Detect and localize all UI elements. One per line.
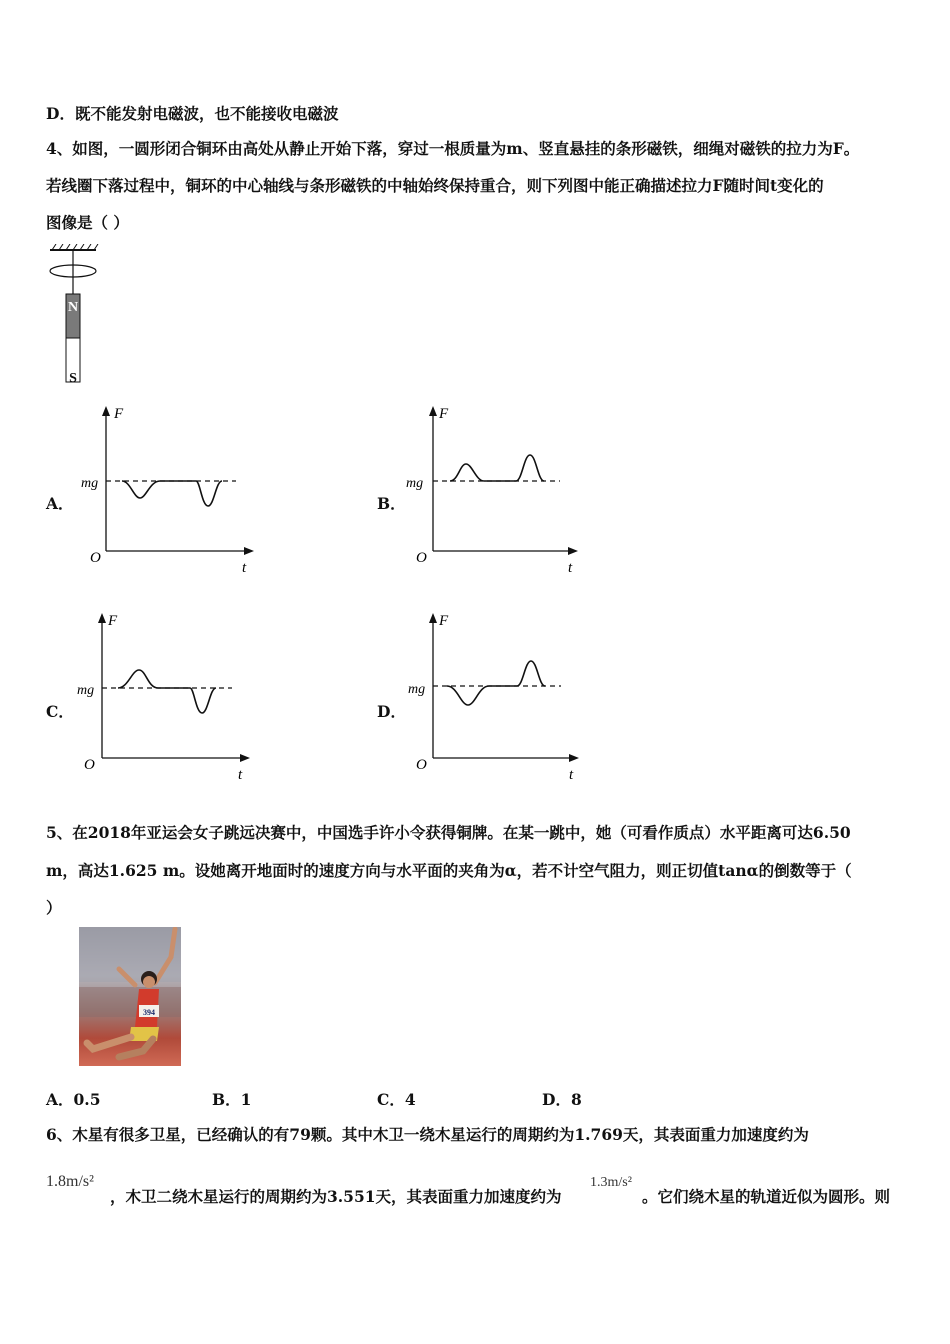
q5-text-line1: 5、在2018年亚运会女子跳远决赛中，中国选手许小令获得铜牌。在某一跳中，她（可看作质点）水平距离可达6.50 [46, 823, 851, 842]
y-axis-label: F [439, 406, 449, 422]
graph-b [404, 400, 594, 580]
q6-gravity-europa: 1.3m/s² [590, 1175, 632, 1190]
graph-d [405, 607, 595, 787]
magnet-figure [40, 244, 110, 386]
q5-option-b: B．1 [212, 1090, 252, 1109]
q5-option-d: D．8 [542, 1090, 582, 1109]
origin-label: O [416, 550, 427, 566]
option-b-label: B． [377, 494, 406, 513]
option-d-label: D． [377, 702, 406, 721]
q6-text-line1: 6、木星有很多卫星，已经确认的有79颗。其中木卫一绕木星运行的周期约为1.769天，其表面重力加速度约为 [46, 1125, 809, 1144]
origin-label: O [90, 550, 101, 566]
y-axis-label: F [108, 613, 118, 629]
q5-text-line3: ） [46, 898, 62, 917]
mg-label: mg [81, 476, 99, 491]
x-axis-label: t [242, 560, 247, 576]
q4-text-line3: 图像是（ ） [46, 213, 129, 232]
x-axis-label: t [569, 767, 574, 783]
q5-option-a: A．0.5 [46, 1090, 101, 1109]
magnet-south-label: S [69, 371, 77, 386]
magnet-north-label: N [67, 300, 79, 315]
x-axis-label: t [238, 767, 243, 783]
mg-label: mg [77, 683, 95, 698]
q6-text-line3: 。它们绕木星的轨道近似为圆形。则 [642, 1187, 891, 1206]
q5-option-c: C．4 [377, 1090, 416, 1109]
origin-label: O [416, 757, 427, 773]
q5-text-line2: m，高达1.625 m。设她离开地面时的速度方向与水平面的夹角为α，若不计空气阻力，则正切值tanα的倒数等于（ [46, 861, 852, 880]
mg-label: mg [406, 476, 424, 491]
mg-label: mg [408, 682, 426, 697]
graph-c [76, 607, 266, 787]
x-axis-label: t [568, 560, 573, 576]
bib-number: 394 [143, 1008, 155, 1017]
q6-text-line2: ，木卫二绕木星运行的周期约为3.551天，其表面重力加速度约为 [110, 1187, 562, 1206]
q6-gravity-io: 1.8m/s² [46, 1173, 94, 1190]
q4-text-line2: 若线圈下落过程中，铜环的中心轴线与条形磁铁的中轴始终保持重合，则下列图中能正确描述拉力F随时间t变化的 [46, 176, 824, 195]
q4-text-line1: 4、如图，一圆形闭合铜环由高处从静止开始下落，穿过一根质量为m、竖直悬挂的条形磁铁，细绳对磁铁的拉力为F。 [46, 139, 860, 158]
origin-label: O [84, 757, 95, 773]
option-a-label: A． [46, 494, 74, 513]
graph-a [78, 400, 268, 580]
y-axis-label: F [114, 406, 124, 422]
option-c-label: C． [46, 702, 74, 721]
y-axis-label: F [439, 613, 449, 629]
q3-option-d: D．既不能发射电磁波，也不能接收电磁波 [46, 104, 339, 123]
long-jump-photo [79, 927, 181, 1066]
